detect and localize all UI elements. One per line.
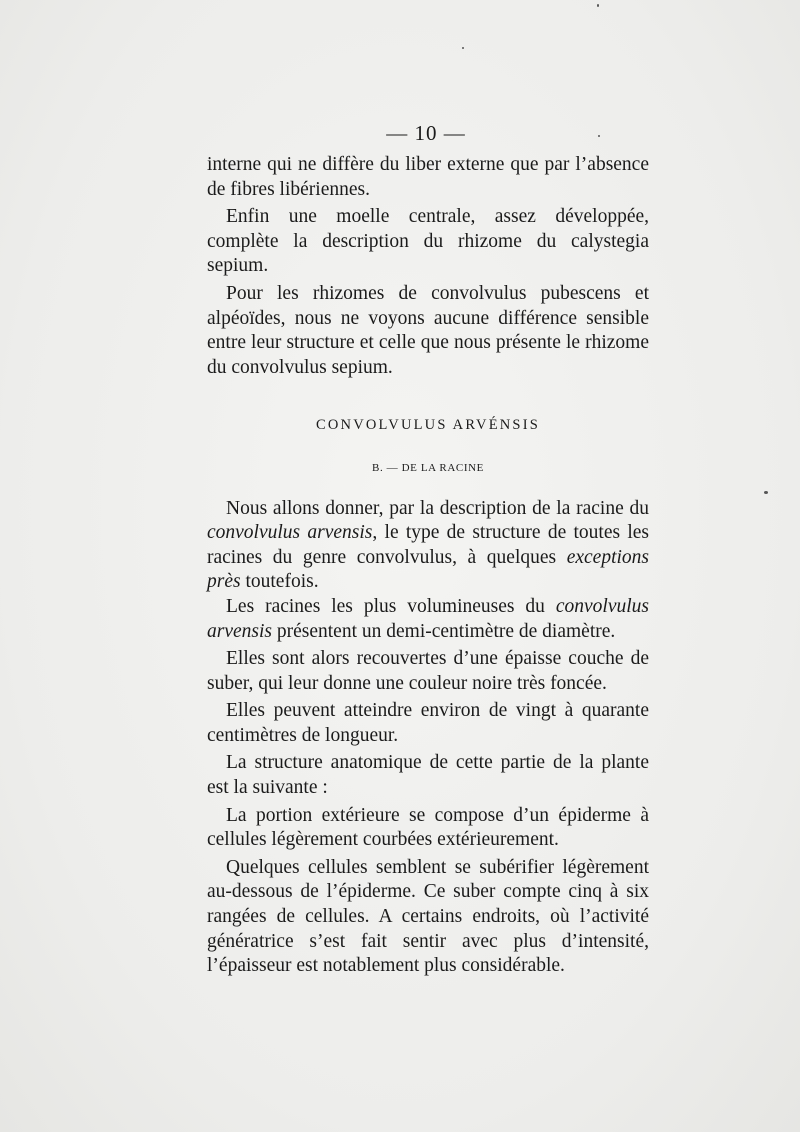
paragraph-9: La portion extérieure se compose d’un épiderme à cellules légèrement courbées extérieurement.	[207, 804, 649, 851]
paragraph-4-italic-a: convolvulus arvensis	[207, 522, 373, 544]
paragraph-4-text-c: toutefois.	[240, 571, 319, 593]
page-number: — 10 —	[386, 121, 466, 145]
paper-speck	[764, 491, 768, 494]
paragraph-5-italic: convolvulus arvensis	[207, 595, 649, 642]
paragraph-4-text-b: , le type de structure de toutes les racines du genre convolvulus, à quelques	[207, 522, 649, 568]
paragraph-8: La structure anatomique de cette partie de la plante est la suivante :	[207, 752, 649, 799]
body-text	[207, 153, 649, 979]
paper-speck	[462, 47, 464, 49]
paper-speck	[597, 4, 599, 7]
paragraph-3: Pour les rhizomes de convolvulus pubescens et alpéoïdes, nous ne voyons aucune différence sensible entre leur structure et celle que nous présente le rhizome du convolvulus sepium.	[207, 282, 649, 378]
paper-speck	[598, 135, 600, 137]
paragraph-6: Elles sont alors recouvertes d’une épaisse couche de suber, qui leur donne une couleur noire très foncée.	[207, 648, 649, 694]
paragraph-7: Elles peuvent atteindre environ de vingt à quarante centimètres de longueur.	[207, 700, 649, 746]
paragraph-5-text-b: présentent un demi-centimètre de diamètre.	[272, 620, 616, 642]
paragraph-5	[207, 595, 649, 644]
paragraph-4	[207, 497, 649, 595]
paragraph-1: interne qui ne diffère du liber externe que par l’absence de fibres libériennes.	[207, 154, 649, 200]
paragraph-2: Enfin une moelle centrale, assez développée, complète la description du rhizome du calystegia sepium.	[207, 206, 649, 277]
section-title: CONVOLVULUS ARVÉNSIS	[316, 417, 540, 434]
paragraph-10: Quelques cellules semblent se subérifier légèrement au-dessous de l’épiderme. Ce suber compte cinq à six rangées de cellules. A certains endroits, où l’activité génératrice s’est fait sentir avec plus d’intensité, l’épaisseur est notablement plus considérable.	[207, 856, 649, 977]
paragraph-4-text-a: Nous allons donner, par la description de la racine du	[226, 497, 649, 519]
subsection-title: B. — DE LA RACINE	[372, 461, 484, 474]
paragraph-5-text-a: Les racines les plus volumineuses du	[226, 595, 556, 617]
paragraph-4-italic-b: exceptions près	[207, 546, 649, 593]
